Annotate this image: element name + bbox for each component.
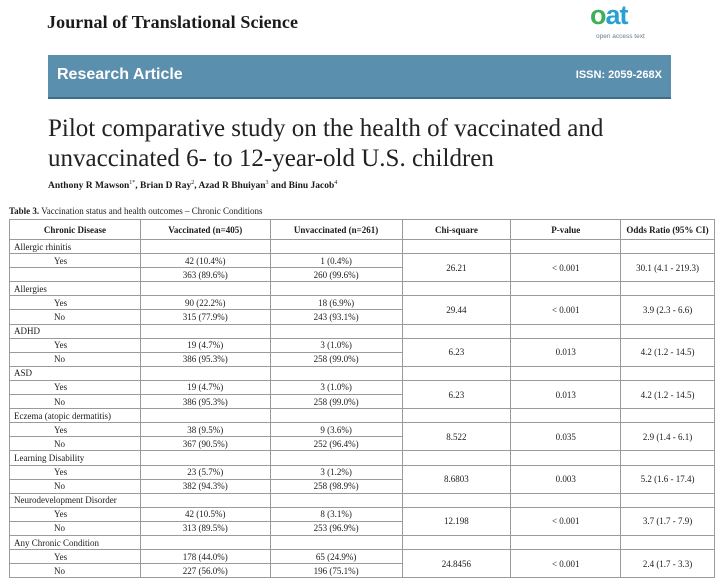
author-affiliation: 3 — [265, 180, 269, 186]
table-row-yes — [10, 423, 715, 437]
table-caption-text: Vaccination status and health outcomes – Chronic Conditions — [41, 206, 263, 216]
empty-cell — [511, 451, 621, 465]
empty-cell — [270, 451, 402, 465]
chi-square-value: 26.21 — [402, 254, 511, 282]
condition-name: Allergies — [10, 282, 141, 296]
author-name: Anthony R Mawson — [48, 181, 130, 192]
table-row-yes — [10, 465, 715, 479]
empty-cell — [621, 240, 715, 254]
empty-cell — [511, 493, 621, 507]
unvaccinated-count: 258 (99.0%) — [270, 395, 402, 409]
condition-row — [10, 493, 715, 507]
p-value: < 0.001 — [511, 507, 621, 535]
empty-cell — [402, 366, 511, 380]
oat-logo — [590, 0, 652, 42]
unvaccinated-count: 243 (93.1%) — [270, 310, 402, 324]
p-value: < 0.001 — [511, 550, 621, 578]
author-affiliation: 2 — [191, 180, 195, 186]
odds-ratio: 2.9 (1.4 - 6.1) — [621, 423, 715, 451]
unvaccinated-count: 1 (0.4%) — [270, 254, 402, 268]
unvaccinated-count: 253 (96.9%) — [270, 521, 402, 535]
column-header: Odds Ratio (95% CI) — [621, 220, 715, 240]
empty-cell — [402, 324, 511, 338]
table-row-yes — [10, 338, 715, 352]
logo-letter-o: o — [590, 0, 606, 30]
unvaccinated-count: 3 (1.0%) — [270, 380, 402, 394]
odds-ratio: 3.9 (2.3 - 6.6) — [621, 296, 715, 324]
level-label: No — [10, 521, 141, 535]
vaccinated-count: 23 (5.7%) — [140, 465, 270, 479]
vaccinated-count: 90 (22.2%) — [140, 296, 270, 310]
chi-square-value: 6.23 — [402, 338, 511, 366]
chi-square-value: 12.198 — [402, 507, 511, 535]
condition-name: Eczema (atopic dermatitis) — [10, 409, 141, 423]
vaccinated-count: 19 (4.7%) — [140, 380, 270, 394]
vaccinated-count: 227 (56.0%) — [140, 564, 270, 578]
level-label: No — [10, 395, 141, 409]
logo-tagline: open access text — [596, 33, 645, 40]
condition-row — [10, 451, 715, 465]
empty-cell — [402, 451, 511, 465]
empty-cell — [621, 451, 715, 465]
author-list: Anthony R Mawson$^{1*}$, Brian D Ray$^2$, Azad R Bhuiyan$^3$ and Binu Jacob$^4$ — [48, 180, 338, 192]
unvaccinated-count: 9 (3.6%) — [270, 423, 402, 437]
empty-cell — [621, 282, 715, 296]
condition-row — [10, 366, 715, 380]
vaccinated-count: 363 (89.6%) — [140, 268, 270, 282]
chi-square-value: 6.23 — [402, 380, 511, 408]
empty-cell — [140, 282, 270, 296]
unvaccinated-count: 258 (98.9%) — [270, 479, 402, 493]
author-name: Azad R Bhuiyan — [198, 181, 266, 192]
empty-cell — [270, 240, 402, 254]
level-label: No — [10, 437, 141, 451]
logo-letters-at: at — [605, 0, 628, 30]
empty-cell — [621, 535, 715, 549]
unvaccinated-count: 252 (96.4%) — [270, 437, 402, 451]
table-label: Table 3. — [9, 206, 40, 216]
condition-name: Allergic rhinitis — [10, 240, 141, 254]
level-label: No — [10, 352, 141, 366]
condition-name: Any Chronic Condition — [10, 535, 141, 549]
condition-name: ADHD — [10, 324, 141, 338]
p-value: 0.013 — [511, 380, 621, 408]
vaccinated-count: 178 (44.0%) — [140, 550, 270, 564]
empty-cell — [270, 493, 402, 507]
condition-row — [10, 409, 715, 423]
chi-square-value: 8.522 — [402, 423, 511, 451]
empty-cell — [621, 366, 715, 380]
empty-cell — [140, 451, 270, 465]
vaccinated-count: 367 (90.5%) — [140, 437, 270, 451]
odds-ratio: 5.2 (1.6 - 17.4) — [621, 465, 715, 493]
unvaccinated-count: 3 (1.0%) — [270, 338, 402, 352]
vaccinated-count: 42 (10.5%) — [140, 507, 270, 521]
empty-cell — [621, 409, 715, 423]
condition-name: Learning Disability — [10, 451, 141, 465]
vaccinated-count: 315 (77.9%) — [140, 310, 270, 324]
author-name: Binu Jacob — [288, 181, 335, 192]
table-row-yes — [10, 254, 715, 268]
condition-row — [10, 282, 715, 296]
empty-cell — [402, 240, 511, 254]
level-label: Yes — [10, 338, 141, 352]
condition-row — [10, 324, 715, 338]
empty-cell — [402, 282, 511, 296]
level-label: No — [10, 564, 141, 578]
empty-cell — [402, 493, 511, 507]
table-row-yes — [10, 296, 715, 310]
empty-cell — [511, 240, 621, 254]
column-header: Chronic Disease — [10, 220, 141, 240]
unvaccinated-count: 258 (99.0%) — [270, 352, 402, 366]
empty-cell — [270, 324, 402, 338]
chi-square-value: 29.44 — [402, 296, 511, 324]
author-name: Brian D Ray — [140, 181, 192, 192]
condition-name: Neurodevelopment Disorder — [10, 493, 141, 507]
empty-cell — [511, 282, 621, 296]
condition-row — [10, 240, 715, 254]
p-value: < 0.001 — [511, 254, 621, 282]
logo-wordmark — [590, 0, 628, 31]
author-affiliation: 4 — [334, 180, 338, 186]
empty-cell — [402, 409, 511, 423]
empty-cell — [270, 366, 402, 380]
p-value: < 0.001 — [511, 296, 621, 324]
p-value: 0.035 — [511, 423, 621, 451]
level-label: Yes — [10, 465, 141, 479]
table-caption — [9, 206, 263, 216]
column-header: Chi-square — [402, 220, 511, 240]
p-value: 0.003 — [511, 465, 621, 493]
empty-cell — [270, 409, 402, 423]
level-label: Yes — [10, 254, 141, 268]
vaccinated-count: 42 (10.4%) — [140, 254, 270, 268]
odds-ratio: 4.2 (1.2 - 14.5) — [621, 338, 715, 366]
journal-name: Journal of Translational Science — [47, 12, 299, 32]
table-row-yes — [10, 380, 715, 394]
chi-square-value: 8.6803 — [402, 465, 511, 493]
results-table — [9, 219, 715, 578]
column-header: P-value — [511, 220, 621, 240]
level-label: Yes — [10, 423, 141, 437]
empty-cell — [511, 324, 621, 338]
empty-cell — [270, 282, 402, 296]
issn-label: ISSN: 2059-268X — [575, 69, 662, 81]
empty-cell — [402, 535, 511, 549]
column-header: Unvaccinated (n=261) — [270, 220, 402, 240]
empty-cell — [270, 535, 402, 549]
empty-cell — [140, 366, 270, 380]
author-affiliation: 1* — [129, 180, 136, 186]
condition-name: ASD — [10, 366, 141, 380]
level-label: Yes — [10, 380, 141, 394]
empty-cell — [140, 240, 270, 254]
level-label: No — [10, 479, 141, 493]
unvaccinated-count: 8 (3.1%) — [270, 507, 402, 521]
p-value: 0.013 — [511, 338, 621, 366]
vaccinated-count: 19 (4.7%) — [140, 338, 270, 352]
level-label: Yes — [10, 296, 141, 310]
level-label: Yes — [10, 550, 141, 564]
empty-cell — [140, 409, 270, 423]
empty-cell — [511, 535, 621, 549]
table-row-yes — [10, 550, 715, 564]
table-header-row — [10, 220, 715, 240]
empty-cell — [140, 535, 270, 549]
odds-ratio: 2.4 (1.7 - 3.3) — [621, 550, 715, 578]
paper-title: Pilot comparative study on the health of vaccinated and unvaccinated 6- to 12-year-old U.S. children — [48, 115, 604, 172]
odds-ratio: 4.2 (1.2 - 14.5) — [621, 380, 715, 408]
vaccinated-count: 38 (9.5%) — [140, 423, 270, 437]
vaccinated-count: 313 (89.5%) — [140, 521, 270, 535]
table-row-yes — [10, 507, 715, 521]
empty-cell — [140, 324, 270, 338]
condition-row — [10, 535, 715, 549]
unvaccinated-count: 3 (1.2%) — [270, 465, 402, 479]
empty-cell — [621, 324, 715, 338]
article-banner — [48, 55, 671, 99]
unvaccinated-count: 260 (99.6%) — [270, 268, 402, 282]
empty-cell — [511, 366, 621, 380]
article-type: Research Article — [57, 66, 183, 83]
level-label: Yes — [10, 507, 141, 521]
column-header: Vaccinated (n=405) — [140, 220, 270, 240]
odds-ratio: 30.1 (4.1 - 219.3) — [621, 254, 715, 282]
unvaccinated-count: 65 (24.9%) — [270, 550, 402, 564]
vaccinated-count: 386 (95.3%) — [140, 352, 270, 366]
level-label: No — [10, 310, 141, 324]
level-label — [10, 268, 141, 282]
vaccinated-count: 386 (95.3%) — [140, 395, 270, 409]
empty-cell — [621, 493, 715, 507]
table-body — [10, 240, 715, 578]
empty-cell — [140, 493, 270, 507]
empty-cell — [511, 409, 621, 423]
vaccinated-count: 382 (94.3%) — [140, 479, 270, 493]
unvaccinated-count: 196 (75.1%) — [270, 564, 402, 578]
unvaccinated-count: 18 (6.9%) — [270, 296, 402, 310]
chi-square-value: 24.8456 — [402, 550, 511, 578]
odds-ratio: 3.7 (1.7 - 7.9) — [621, 507, 715, 535]
